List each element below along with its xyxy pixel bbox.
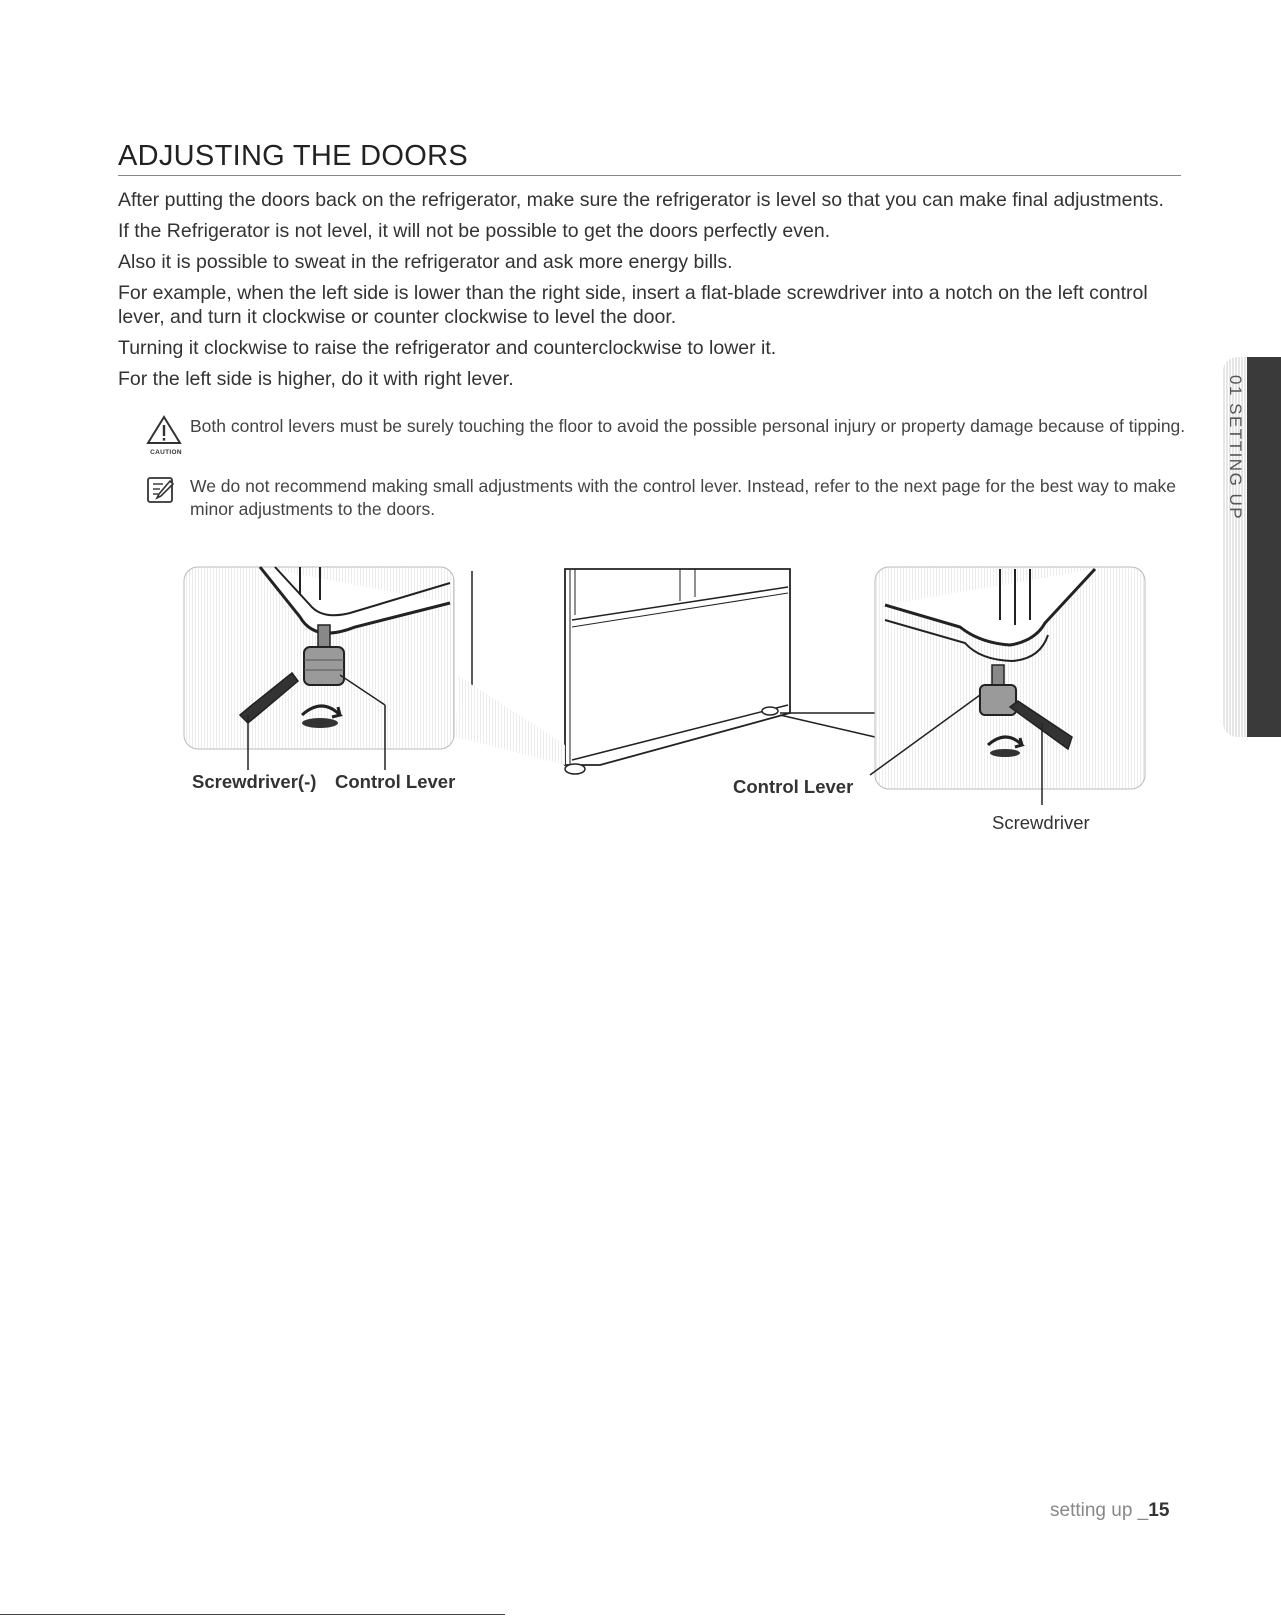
paragraph: Also it is possible to sweat in the refrigerator and ask more energy bills. [118,251,733,273]
label-screwdriver-left: Screwdriver(-) [192,771,317,792]
caution-note [146,415,1186,456]
instructions [118,188,1188,398]
label-screwdriver-right: Screwdriver [992,812,1090,833]
paragraph: If the Refrigerator is not level, it will not be possible to get the doors perfectly even. [118,220,831,242]
paragraph: For the left side is higher, do it with right lever. [118,368,514,390]
paragraph: Turning it clockwise to raise the refrigerator and counterclockwise to lower it. [118,337,777,359]
label-control-lever-right: Control Lever [733,776,854,797]
note-pencil-icon [146,475,176,510]
note-text: We do not recommend making small adjustments with the control lever. Instead, refer to the next page for the best way to make minor adjustments to the doors. [190,476,1177,519]
warning-triangle-icon [146,415,182,452]
bottom-rule [0,1614,505,1615]
label-control-lever-left: Control Lever [335,771,456,792]
right-lever-detail [870,567,1145,805]
left-lever-detail [184,567,454,770]
chapter-tab-marker [1247,357,1281,737]
caution-text: Both control levers must be surely touching the floor to avoid the possible personal injury or property damage because of tipping. [190,416,1186,436]
chapter-tab-label: 01 SETTING UP [1226,375,1245,521]
refrigerator-drawing [456,565,875,774]
page-footer [1050,1500,1169,1522]
paragraph: After putting the doors back on the refrigerator, make sure the refrigerator is level so that you can make final adjustments. [118,189,1164,211]
leveling-illustration [180,565,1150,830]
info-note [146,475,1186,521]
title-divider [118,175,1181,176]
footer-section-label: setting up _ [1050,1500,1149,1521]
paragraph: For example, when the left side is lower than the right side, insert a flat-blade screwdriver into a notch on the left control lever, and turn it clockwise or counter clockwise to level the door. [118,282,1148,328]
page-number: 15 [1148,1500,1170,1521]
page-title: ADJUSTING THE DOORS [118,140,468,172]
caution-badge: CAUTION [150,449,182,456]
